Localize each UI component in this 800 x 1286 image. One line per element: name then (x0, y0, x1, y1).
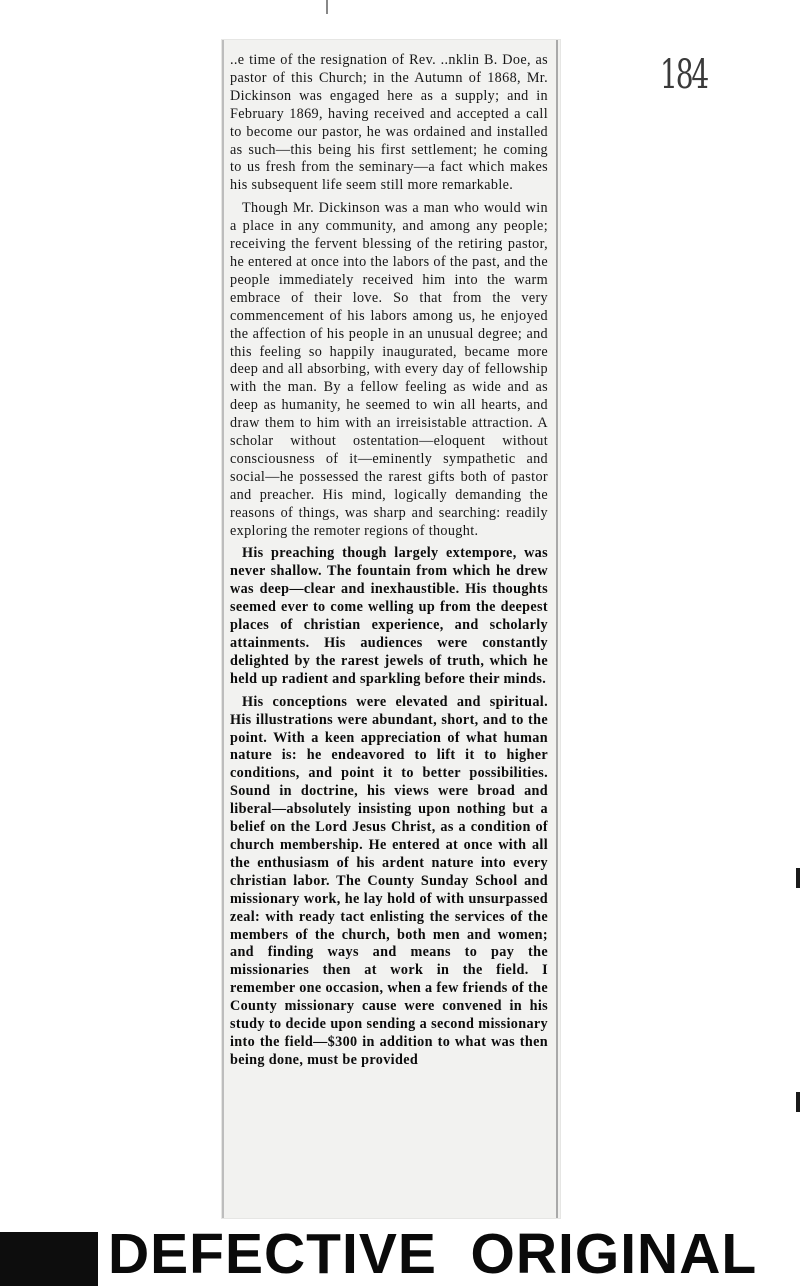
clipping-right-edge (556, 40, 558, 1218)
article-paragraph-2: Though Mr. Dickinson was a man who would win a place in any community, and among any people; receiving the fervent blessing of the retiring pastor, he entered at once into the labors of the past, and the people immediately received him into the warm embrace of their love. So that from the very commencement of his labors among us, he enjoyed the affection of his people in an unusual degree; and this feeling so happily inaugurated, became more deep and all absorbing, with every day of fellowship with the man. By a fellow feeling as wide and as deep as humanity, he seemed to win all hearts, and draw them to him with an irreisistable attraction. A scholar without ostentation—eloquent without consciousness of it—eminently sympathetic and social—he possessed the rarest gifts both of pastor and preacher. His mind, logically demanding the reasons of things, was sharp and searching: readily exploring the remoter regions of thought. (230, 200, 548, 539)
handwritten-page-number: 184 (660, 52, 708, 98)
article-paragraph-1: ..e time of the resignation of Rev. ..nklin B. Doe, as pastor of this Church; in the Autumn of 1868, Mr. Dickinson was engaged here as a supply; and in February 1869, having received and accepted a call to become our pastor, he was ordained and installed as such—this being his first settlement; he coming to us fresh from the seminary—a fact which makes his subsequent life seem still more remarkable. (230, 52, 548, 194)
article-paragraph-3: His preaching though largely extempore, was never shallow. The fountain from which he drew was deep—clear and inexhaustible. His thoughts seemed ever to come welling up from the deepest places of christian experience, and scholarly attainments. His audiences were constantly delighted by the rarest jewels of truth, which he held up radient and sparkling before their minds. (230, 545, 548, 687)
article-column (230, 52, 548, 1212)
banner-black-block (0, 1232, 98, 1286)
scan-top-mark (326, 0, 328, 14)
scan-edge-mark (796, 1092, 800, 1112)
article-paragraph-4: His conceptions were elevated and spiritual. His illustrations were abundant, short, and to the point. With a keen appreciation of what human nature is: he endeavored to lift it to higher conditions, and point it to better possibilities. Sound in doctrine, his views were broad and liberal—absolutely insisting upon nothing but a belief on the Lord Jesus Christ, as a condition of church membership. He entered at once with all the enthusiasm of his ardent nature into every christian labor. The County Sunday School and missionary work, he lay hold of with unsurpassed zeal: with ready tact enlisting the services of the members of the church, both men and women; and finding ways and means to pay the missionaries then at work in the field. I remember one occasion, when a few friends of the County missionary cause were convened in his study to decide upon sending a second missionary into the field—$300 in addition to what was then being done, must be provided (230, 693, 548, 1068)
defective-original-label: DEFECTIVE ORIGINAL (108, 1222, 758, 1286)
clipping-left-edge (222, 40, 224, 1218)
scan-edge-mark (796, 868, 800, 888)
